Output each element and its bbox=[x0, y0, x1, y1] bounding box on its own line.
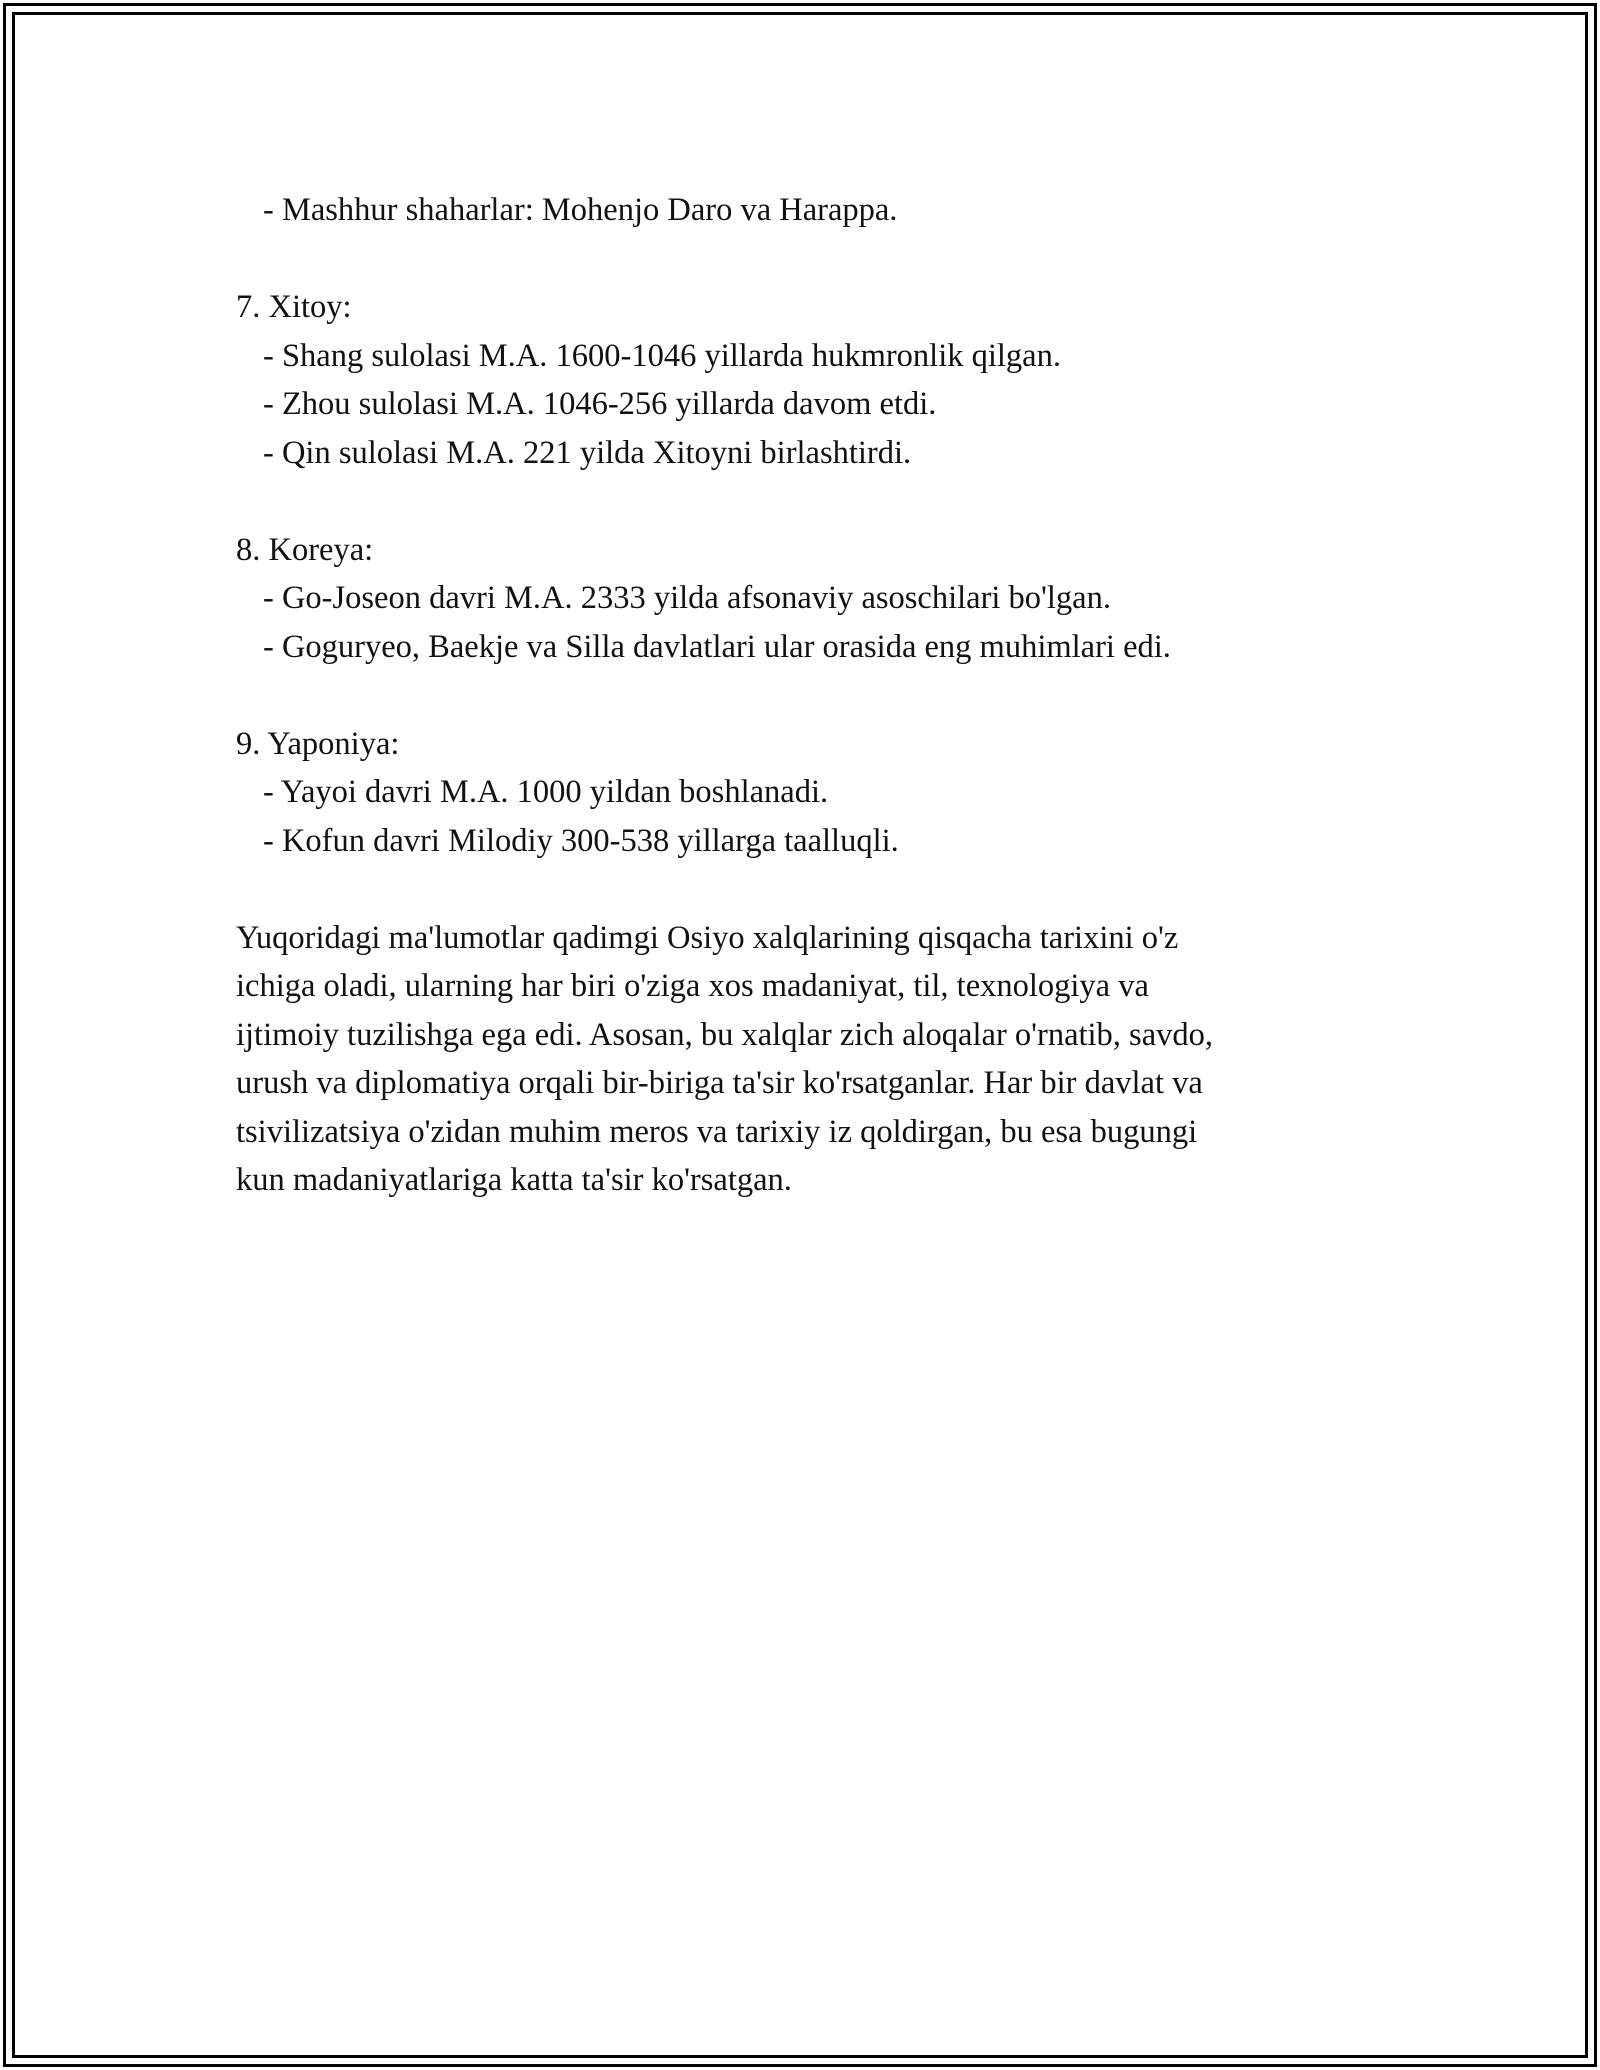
spacer bbox=[236, 235, 1386, 284]
paragraph-line: Yuqoridagi ma'lumotlar qadimgi Osiyo xalqlarining qisqacha tarixini o'z bbox=[236, 919, 1179, 956]
paragraph-line: ijtimoiy tuzilishga ega edi. Asosan, bu xalqlar zich aloqalar o'rnatib, savdo, bbox=[236, 1016, 1213, 1053]
section-heading-yaponiya: 9. Yaponiya: bbox=[236, 725, 400, 762]
paragraph-line: kun madaniyatlariga katta ta'sir ko'rsatgan. bbox=[236, 1162, 792, 1198]
spacer bbox=[236, 865, 1386, 914]
section-heading-koreya: 8. Koreya: bbox=[236, 531, 374, 568]
list-item: - Qin sulolasi M.A. 221 yilda Xitoyni birlashtirdi. bbox=[263, 434, 912, 471]
conclusion-paragraph bbox=[236, 914, 1386, 1205]
spacer bbox=[236, 671, 1386, 720]
list-item: - Zhou sulolasi M.A. 1046-256 yillarda davom etdi. bbox=[263, 386, 937, 422]
document-body bbox=[236, 186, 1386, 1205]
list-item: - Mashhur shaharlar: Mohenjo Daro va Harappa. bbox=[263, 192, 898, 228]
list-item: - Yayoi davri M.A. 1000 yildan boshlanadi. bbox=[263, 774, 829, 810]
paragraph-line: urush va diplomatiya orqali bir-biriga ta'sir ko'rsatganlar. Har bir davlat va bbox=[236, 1065, 1203, 1101]
list-item: - Shang sulolasi M.A. 1600-1046 yillarda hukmronlik qilgan. bbox=[263, 337, 1061, 374]
list-item: - Kofun davri Milodiy 300-538 yillarga taalluqli. bbox=[263, 822, 899, 859]
list-item: - Goguryeo, Baekje va Silla davlatlari ular orasida eng muhimlari edi. bbox=[263, 628, 1171, 665]
paragraph-line: ichiga oladi, ularning har biri o'ziga xos madaniyat, til, texnologiya va bbox=[236, 968, 1149, 1004]
section-heading-xitoy: 7. Xitoy: bbox=[236, 289, 352, 325]
spacer bbox=[236, 477, 1386, 526]
paragraph-line: tsivilizatsiya o'zidan muhim meros va tarixiy iz qoldirgan, bu esa bugungi bbox=[236, 1113, 1198, 1150]
list-item: - Go-Joseon davri M.A. 2333 yilda afsonaviy asoschilari bo'lgan. bbox=[263, 580, 1111, 616]
